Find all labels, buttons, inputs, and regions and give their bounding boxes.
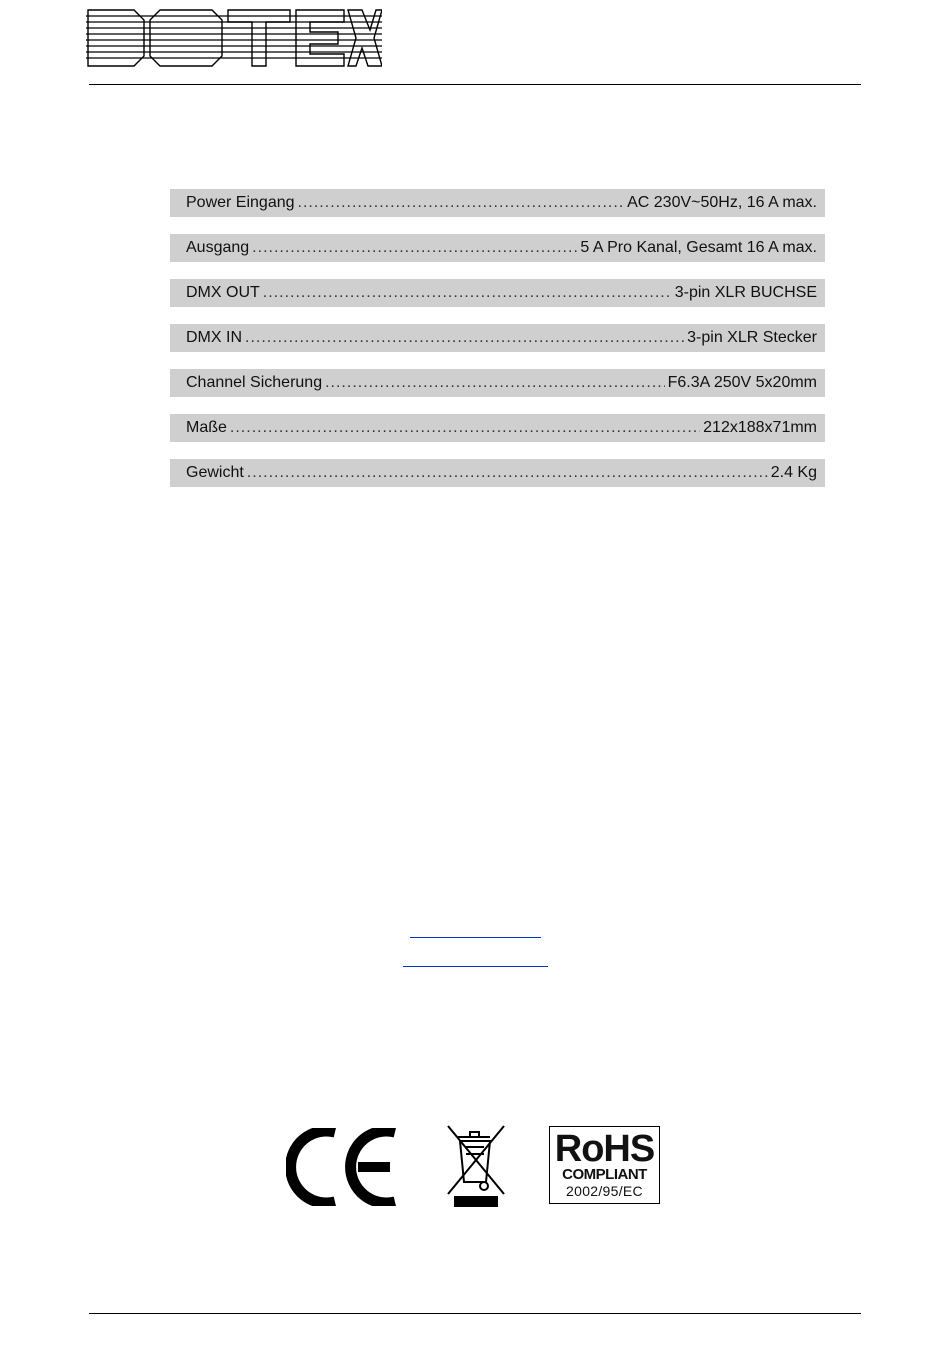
spec-row-power xyxy=(170,189,825,217)
crossed-out-wheelie-bin-icon xyxy=(446,1124,506,1208)
header-rule xyxy=(89,84,861,85)
spec-value: 2.4 Kg xyxy=(770,464,817,481)
spec-row-output xyxy=(170,234,825,262)
rohs-directive: 2002/95/EC xyxy=(566,1183,643,1199)
spec-value: 3-pin XLR BUCHSE xyxy=(674,284,817,301)
dot-leader xyxy=(247,464,768,482)
rohs-compliance-badge xyxy=(549,1126,660,1204)
spec-row-dmx-in xyxy=(170,324,825,352)
spec-label: Channel Sicherung xyxy=(186,374,323,391)
spec-label: DMX OUT xyxy=(186,284,260,301)
dot-leader xyxy=(245,329,684,347)
brand-logo xyxy=(86,8,382,68)
spec-value: 212x188x71mm xyxy=(703,419,817,436)
spec-value: AC 230V~50Hz, 16 A max. xyxy=(627,194,817,211)
spec-value: 5 A Pro Kanal, Gesamt 16 A max. xyxy=(580,239,817,256)
spec-row-weight xyxy=(170,459,825,487)
hyperlink-underline-2[interactable] xyxy=(403,966,548,967)
spec-label: DMX IN xyxy=(186,329,242,346)
spec-row-dmx-out xyxy=(170,279,825,307)
hyperlink-underline-1[interactable] xyxy=(410,937,541,938)
footer-rule xyxy=(89,1313,861,1314)
ce-mark-icon xyxy=(286,1128,398,1206)
spec-label: Power Eingang xyxy=(186,194,295,211)
rohs-compliant-label: COMPLIANT xyxy=(562,1166,647,1183)
dot-leader xyxy=(230,419,700,437)
spec-label: Gewicht xyxy=(186,464,244,481)
spec-table xyxy=(170,189,825,504)
spec-label: Maße xyxy=(186,419,227,436)
spec-value: F6.3A 250V 5x20mm xyxy=(667,374,817,391)
dot-leader xyxy=(298,194,625,212)
spec-row-fuse xyxy=(170,369,825,397)
spec-label: Ausgang xyxy=(186,239,250,256)
dot-leader xyxy=(325,374,664,392)
spec-value: 3-pin XLR Stecker xyxy=(687,329,817,346)
dot-leader xyxy=(252,239,577,257)
dot-leader xyxy=(263,284,672,302)
spec-row-dimensions xyxy=(170,414,825,442)
rohs-title: RoHS xyxy=(554,1128,655,1170)
